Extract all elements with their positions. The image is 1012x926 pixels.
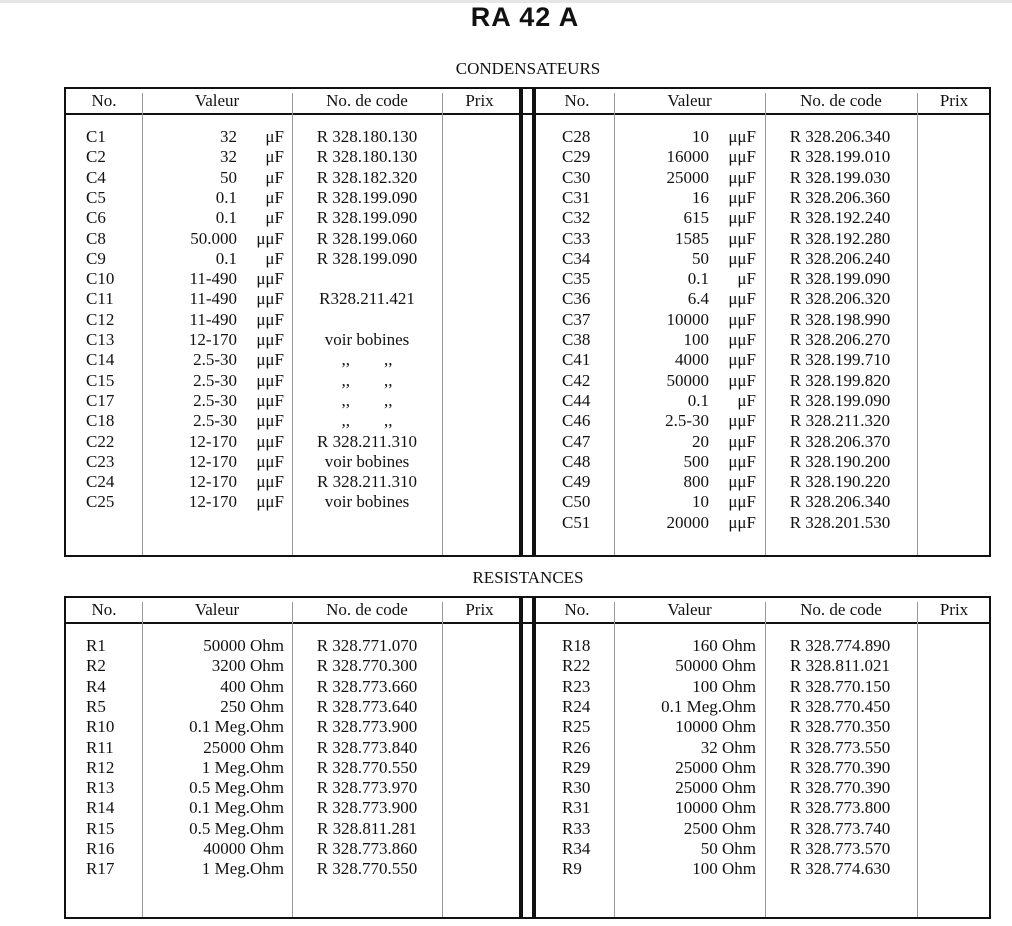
part-number: R25: [562, 717, 591, 737]
part-number: C29: [562, 147, 591, 167]
part-number: C17: [86, 390, 115, 410]
part-unit: μμF: [256, 451, 284, 471]
part-number: C8: [86, 228, 106, 248]
column-divider: [442, 93, 443, 555]
part-value: 50000 Ohm: [675, 656, 756, 676]
part-code: voir bobines: [324, 330, 410, 349]
part-value: 10: [692, 127, 709, 146]
part-number: R14: [86, 798, 115, 818]
part-number: C38: [562, 330, 591, 349]
header-code: No. de code: [800, 600, 882, 619]
part-value: 2.5-30: [665, 411, 709, 431]
part-number: C10: [86, 269, 115, 289]
part-unit: μμF: [728, 411, 756, 431]
divider-bar: [519, 598, 523, 917]
part-unit: μF: [265, 167, 284, 187]
part-number: R15: [86, 818, 115, 838]
part-unit: μμF: [728, 350, 756, 370]
part-unit: μμF: [728, 127, 756, 146]
part-number: R11: [86, 737, 114, 757]
part-value: 11-490: [189, 269, 237, 289]
part-value: 25000 Ohm: [675, 778, 756, 798]
part-value: 160 Ohm: [692, 636, 756, 655]
part-number: C28: [562, 127, 591, 146]
header-valeur: Valeur: [667, 91, 712, 110]
part-unit: μF: [265, 248, 284, 268]
part-code: R 328.774.630: [789, 859, 891, 879]
part-value: 100 Ohm: [692, 676, 756, 696]
part-value: 16000: [666, 147, 709, 167]
part-unit: μF: [265, 147, 284, 167]
part-code: R 328.773.570: [789, 839, 891, 858]
part-code: R 328.182.320: [316, 167, 418, 187]
part-number: R24: [562, 696, 591, 716]
part-code: R 328.770.150: [789, 676, 891, 696]
header-code: No. de code: [800, 91, 882, 110]
part-code: R 328.199.820: [789, 370, 891, 390]
part-code: R 328.206.320: [789, 289, 891, 309]
divider-bar: [532, 598, 536, 917]
part-value: 50 Ohm: [700, 839, 756, 858]
part-number: R16: [86, 839, 115, 858]
part-unit: μμF: [728, 451, 756, 471]
part-value: 1 Meg.Ohm: [201, 757, 284, 777]
part-value: 0.1 Meg.Ohm: [189, 798, 284, 818]
part-code: R 328.770.390: [789, 778, 891, 798]
part-value: 10000: [666, 309, 709, 329]
header-code: No. de code: [326, 600, 408, 619]
part-number: R10: [86, 717, 115, 737]
header-prix: Prix: [939, 91, 969, 110]
part-value: 4000: [675, 350, 709, 370]
table-header: [66, 598, 989, 624]
header-no: No.: [564, 600, 590, 619]
part-value: 50000 Ohm: [203, 636, 284, 655]
part-number: C30: [562, 167, 591, 187]
part-number: C32: [562, 208, 591, 228]
part-number: R9: [562, 859, 582, 879]
part-value: 12-170: [188, 431, 237, 451]
part-code: R 328.773.970: [316, 778, 418, 798]
part-code: R 328.773.840: [316, 737, 418, 757]
part-unit: μμF: [728, 147, 756, 167]
part-code: R 328.192.280: [789, 228, 891, 248]
part-code: R 328.190.220: [789, 472, 891, 492]
part-number: C42: [562, 370, 591, 390]
part-code: R 328.773.640: [316, 696, 418, 716]
divider-bar: [519, 89, 523, 555]
part-value: 100: [683, 330, 709, 349]
part-value: 0.1: [215, 208, 237, 228]
part-number: C14: [86, 350, 115, 370]
header-valeur: Valeur: [194, 91, 240, 110]
part-value: 12-170: [188, 492, 237, 512]
part-code: R 328.206.270: [789, 330, 891, 349]
part-value: 2.5-30: [193, 370, 237, 390]
part-value: 2500 Ohm: [683, 818, 756, 838]
part-unit: μμF: [728, 248, 756, 268]
column-divider: [442, 602, 443, 917]
part-value: 0.1: [215, 248, 237, 268]
part-number: C35: [562, 269, 591, 289]
part-number: R31: [562, 798, 591, 818]
part-code: ,, ,,: [341, 370, 393, 390]
part-number: C31: [562, 187, 591, 207]
part-number: C13: [86, 330, 115, 349]
part-value: 0.1 Meg.Ohm: [189, 717, 284, 737]
part-code: R 328.773.900: [316, 717, 418, 737]
part-unit: μμF: [256, 269, 284, 289]
part-value: 32: [220, 127, 237, 146]
part-code: R 328.773.800: [789, 798, 891, 818]
part-unit: μF: [265, 208, 284, 228]
part-number: C36: [562, 289, 591, 309]
part-code: R 328.773.740: [789, 818, 891, 838]
part-value: 32: [220, 147, 237, 167]
part-number: C11: [86, 289, 114, 309]
part-number: R5: [86, 696, 106, 716]
part-value: 6.4: [687, 289, 709, 309]
part-number: C44: [562, 390, 591, 410]
part-value: 2.5-30: [193, 350, 237, 370]
header-valeur: Valeur: [667, 600, 712, 619]
part-number: R30: [562, 778, 591, 798]
part-unit: μμF: [728, 228, 756, 248]
part-unit: μF: [737, 269, 756, 289]
part-number: R18: [562, 636, 591, 655]
part-code: ,, ,,: [341, 350, 393, 370]
part-value: 0.5 Meg.Ohm: [189, 778, 284, 798]
column-divider: [917, 93, 918, 555]
part-code: R 328.198.990: [789, 309, 891, 329]
resistances-title: RESISTANCES: [472, 568, 584, 587]
part-unit: μμF: [728, 167, 756, 187]
part-number: C5: [86, 187, 106, 207]
part-code: R 328.206.370: [789, 431, 891, 451]
part-code: R 328.201.530: [789, 512, 891, 532]
part-value: 12-170: [188, 330, 237, 349]
part-value: 2.5-30: [193, 411, 237, 431]
part-code: R 328.199.060: [316, 228, 418, 248]
part-value: 20: [692, 431, 709, 451]
part-value: 1 Meg.Ohm: [201, 859, 284, 879]
part-unit: μμF: [728, 431, 756, 451]
part-unit: μμF: [256, 370, 284, 390]
part-unit: μμF: [256, 390, 284, 410]
part-unit: μμF: [728, 289, 756, 309]
part-code: R 328.180.130: [316, 127, 418, 146]
part-number: C9: [86, 248, 106, 268]
part-unit: μμF: [728, 472, 756, 492]
part-value: 0.1: [687, 390, 709, 410]
part-unit: μμF: [256, 431, 284, 451]
part-number: C51: [562, 512, 591, 532]
part-value: 0.1: [687, 269, 709, 289]
part-value: 1585: [675, 228, 709, 248]
part-value: 615: [683, 208, 709, 228]
part-value: 40000 Ohm: [203, 839, 284, 858]
part-code: R 328.770.300: [316, 656, 418, 676]
part-unit: μμF: [728, 187, 756, 207]
part-value: 10: [692, 492, 709, 512]
part-number: C12: [86, 309, 115, 329]
part-value: 12-170: [188, 451, 237, 471]
part-code: R 328.199.030: [789, 167, 891, 187]
header-valeur: Valeur: [194, 600, 240, 619]
part-number: C25: [86, 492, 115, 512]
part-code: R 328.771.070: [316, 636, 418, 655]
part-code: R 328.211.310: [317, 472, 417, 492]
part-value: 50.000: [190, 228, 237, 248]
part-number: C24: [86, 472, 115, 492]
part-value: 10000 Ohm: [675, 798, 756, 818]
part-unit: μμF: [728, 512, 756, 532]
part-number: R17: [86, 859, 115, 879]
column-divider: [917, 602, 918, 917]
condensateurs-title: CONDENSATEURS: [455, 59, 601, 78]
part-code: R 328.199.090: [316, 187, 418, 207]
part-code: R 328.770.450: [789, 696, 891, 716]
part-number: R13: [86, 778, 115, 798]
part-number: R12: [86, 757, 115, 777]
part-code: R 328.206.240: [789, 248, 891, 268]
part-code: R 328.192.240: [789, 208, 891, 228]
part-value: 25000: [666, 167, 709, 187]
header-code: No. de code: [326, 91, 408, 110]
part-code: voir bobines: [324, 451, 410, 471]
part-unit: μF: [265, 127, 284, 146]
part-code: R 328.773.860: [316, 839, 418, 858]
part-code: R 328.773.900: [316, 798, 418, 818]
part-code: R 328.180.130: [316, 147, 418, 167]
part-code: R 328.206.360: [789, 187, 891, 207]
part-number: R29: [562, 757, 591, 777]
part-value: 25000 Ohm: [203, 737, 284, 757]
part-unit: μμF: [256, 350, 284, 370]
part-number: R23: [562, 676, 591, 696]
part-value: 50: [692, 248, 709, 268]
part-number: C37: [562, 309, 591, 329]
part-unit: μF: [737, 390, 756, 410]
header-no: No.: [564, 91, 590, 110]
part-code: R 328.199.710: [789, 350, 891, 370]
part-number: C4: [86, 167, 106, 187]
part-number: R34: [562, 839, 591, 858]
header-prix: Prix: [465, 91, 494, 110]
part-code: R 328.206.340: [789, 492, 891, 512]
part-code: ,, ,,: [341, 390, 393, 410]
part-code: R 328.770.350: [789, 717, 891, 737]
part-code: R 328.199.090: [316, 248, 418, 268]
part-number: C18: [86, 411, 115, 431]
part-number: C48: [562, 451, 591, 471]
part-code: R 328.211.320: [790, 411, 890, 431]
part-number: C50: [562, 492, 591, 512]
part-number: C22: [86, 431, 115, 451]
part-number: C1: [86, 127, 106, 146]
part-code: R 328.770.390: [789, 757, 891, 777]
part-value: 11-490: [189, 309, 237, 329]
part-unit: μμF: [256, 228, 284, 248]
part-value: 10000 Ohm: [675, 717, 756, 737]
part-number: C47: [562, 431, 591, 451]
part-number: C34: [562, 248, 591, 268]
part-value: 11-490: [189, 289, 237, 309]
part-unit: μμF: [728, 370, 756, 390]
header-prix: Prix: [465, 600, 494, 619]
part-unit: μμF: [256, 472, 284, 492]
part-value: 3200 Ohm: [211, 656, 284, 676]
part-value: 25000 Ohm: [675, 757, 756, 777]
part-code: R 328.199.090: [789, 390, 891, 410]
part-number: C6: [86, 208, 106, 228]
part-value: 800: [683, 472, 709, 492]
resistances-table: [64, 596, 991, 919]
part-number: C41: [562, 350, 591, 370]
part-number: R1: [86, 636, 106, 655]
part-number: C33: [562, 228, 591, 248]
part-unit: μμF: [256, 289, 284, 309]
part-number: C23: [86, 451, 115, 471]
part-value: 0.5 Meg.Ohm: [189, 818, 284, 838]
part-code: R 328.773.660: [316, 676, 418, 696]
part-number: R26: [562, 737, 591, 757]
part-number: R4: [86, 676, 106, 696]
part-value: 0.1: [215, 187, 237, 207]
part-number: C46: [562, 411, 591, 431]
condensateurs-table: [64, 87, 991, 557]
header-no: No.: [91, 600, 117, 619]
part-unit: μμF: [728, 309, 756, 329]
part-value: 500: [683, 451, 709, 471]
part-value: 16: [692, 187, 709, 207]
part-value: 100 Ohm: [692, 859, 756, 879]
part-code: R 328.811.281: [317, 818, 417, 838]
part-unit: μμF: [728, 330, 756, 349]
part-code: R 328.770.550: [316, 859, 418, 879]
part-code: voir bobines: [324, 492, 410, 512]
part-unit: μμF: [728, 208, 756, 228]
part-code: R 328.190.200: [789, 451, 891, 471]
page-title: RA 42 A: [470, 2, 580, 32]
table-header: [66, 89, 989, 115]
part-unit: μμF: [728, 492, 756, 512]
part-code: ,, ,,: [341, 411, 393, 431]
part-value: 400 Ohm: [220, 676, 284, 696]
part-value: 250 Ohm: [220, 696, 284, 716]
part-unit: μμF: [256, 492, 284, 512]
part-number: C49: [562, 472, 591, 492]
header-prix: Prix: [939, 600, 969, 619]
part-code: R 328.211.310: [317, 431, 417, 451]
part-value: 0.1 Meg.Ohm: [661, 696, 756, 716]
part-number: R2: [86, 656, 106, 676]
part-value: 20000: [666, 512, 709, 532]
part-value: 50000: [666, 370, 709, 390]
part-code: R 328.811.021: [790, 656, 890, 676]
part-value: 12-170: [188, 472, 237, 492]
part-number: R33: [562, 818, 591, 838]
part-code: R 328.199.010: [789, 147, 891, 167]
part-number: C15: [86, 370, 115, 390]
part-value: 2.5-30: [193, 390, 237, 410]
part-code: R 328.206.340: [789, 127, 891, 146]
part-unit: μF: [265, 187, 284, 207]
header-no: No.: [91, 91, 117, 110]
divider-bar: [532, 89, 536, 555]
part-code: R328.211.421: [319, 289, 415, 309]
part-number: R22: [562, 656, 591, 676]
part-code: R 328.773.550: [789, 737, 891, 757]
part-number: C2: [86, 147, 106, 167]
part-unit: μμF: [256, 330, 284, 349]
part-unit: μμF: [256, 309, 284, 329]
part-code: R 328.774.890: [789, 636, 891, 655]
part-value: 50: [220, 167, 237, 187]
part-unit: μμF: [256, 411, 284, 431]
part-code: R 328.770.550: [316, 757, 418, 777]
part-code: R 328.199.090: [316, 208, 418, 228]
part-code: R 328.199.090: [789, 269, 891, 289]
part-value: 32 Ohm: [700, 737, 756, 757]
